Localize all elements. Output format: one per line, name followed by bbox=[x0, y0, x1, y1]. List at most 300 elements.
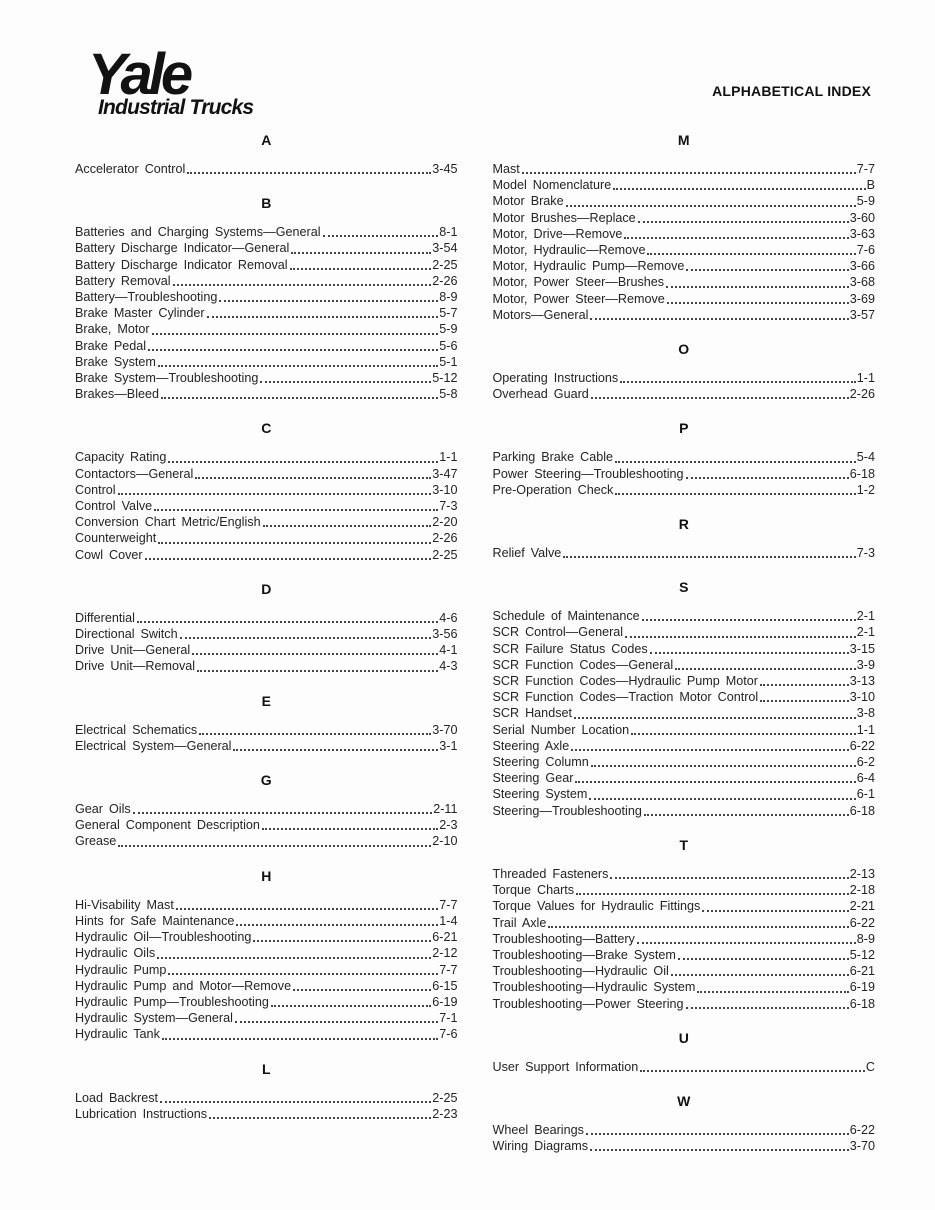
entry-page-number: 4-1 bbox=[439, 643, 458, 658]
section-entries bbox=[75, 1090, 458, 1122]
entry-page-number: 7-3 bbox=[856, 546, 875, 561]
index-entry bbox=[493, 963, 876, 979]
index-entry bbox=[493, 898, 876, 914]
entry-title: Battery Removal bbox=[75, 273, 171, 288]
dot-leader bbox=[760, 700, 849, 702]
section-entries bbox=[75, 897, 458, 1043]
entry-title: Brake System bbox=[75, 354, 156, 369]
entry-page-number: 3-66 bbox=[849, 259, 875, 274]
entry-title: Steering System bbox=[492, 787, 588, 802]
entry-title: Directional Switch bbox=[75, 627, 178, 642]
section-entries bbox=[493, 449, 876, 498]
section-entries bbox=[493, 370, 876, 402]
entry-title: Gear Oils bbox=[75, 802, 131, 817]
entry-page-number: 6-18 bbox=[849, 803, 875, 818]
index-section bbox=[75, 1061, 458, 1122]
index-entry bbox=[75, 466, 458, 482]
dot-leader bbox=[133, 812, 433, 814]
dot-leader bbox=[675, 668, 856, 670]
index-entry bbox=[493, 274, 876, 290]
entry-title: Schedule of Maintenance bbox=[492, 609, 640, 624]
dot-leader bbox=[638, 221, 849, 223]
entry-page-number: 1-4 bbox=[439, 913, 458, 928]
dot-leader bbox=[235, 1021, 438, 1023]
dot-leader bbox=[647, 253, 855, 255]
index-entry bbox=[493, 915, 876, 931]
index-entry bbox=[75, 273, 458, 289]
entry-title: User Support Information bbox=[492, 1059, 639, 1074]
entry-title: Drive Unit—Removal bbox=[75, 659, 196, 674]
section-entries bbox=[75, 801, 458, 850]
entry-title: Troubleshooting—Battery bbox=[492, 931, 635, 946]
entry-title: Batteries and Charging Systems—General bbox=[75, 225, 321, 240]
section-entries bbox=[75, 161, 458, 177]
section-letter: T bbox=[679, 836, 689, 853]
entry-page-number: 5-8 bbox=[439, 387, 458, 402]
entry-title: Lubrication Instructions bbox=[75, 1106, 208, 1121]
entry-page-number: 3-1 bbox=[439, 738, 458, 753]
index-entry bbox=[75, 354, 458, 370]
index-entry bbox=[493, 738, 876, 754]
index-section bbox=[493, 1030, 876, 1075]
dot-leader bbox=[548, 926, 848, 928]
dot-leader bbox=[262, 828, 438, 830]
index-section bbox=[493, 579, 876, 819]
entry-title: Operating Instructions bbox=[492, 371, 619, 386]
section-letter: W bbox=[677, 1092, 691, 1109]
index-entry bbox=[75, 833, 458, 849]
dot-leader bbox=[610, 877, 848, 879]
dot-leader bbox=[157, 957, 431, 959]
entry-title: Electrical Schematics bbox=[75, 722, 198, 737]
dot-leader bbox=[180, 637, 432, 639]
entry-page-number: 1-1 bbox=[439, 450, 458, 465]
dot-leader bbox=[671, 974, 849, 976]
entry-page-number: 5-9 bbox=[439, 322, 458, 337]
index-entry bbox=[75, 449, 458, 465]
dot-leader bbox=[686, 1007, 849, 1009]
entry-page-number: 1-1 bbox=[856, 371, 875, 386]
yale-logo bbox=[88, 42, 254, 120]
index-entry bbox=[75, 1090, 458, 1106]
dot-leader bbox=[590, 1149, 849, 1151]
dot-leader bbox=[574, 717, 856, 719]
index-entry bbox=[493, 882, 876, 898]
dot-leader bbox=[522, 172, 856, 174]
dot-leader bbox=[571, 749, 849, 751]
index-entry bbox=[493, 689, 876, 705]
dot-leader bbox=[233, 749, 438, 751]
dot-leader bbox=[291, 252, 431, 254]
dot-leader bbox=[589, 798, 855, 800]
entry-title: Power Steering—Troubleshooting bbox=[492, 466, 684, 481]
entry-title: Electrical System—General bbox=[75, 738, 232, 753]
entry-page-number: 3-8 bbox=[856, 706, 875, 721]
entry-title: Troubleshooting—Hydraulic Oil bbox=[492, 964, 669, 979]
entry-title: Counterweight bbox=[75, 531, 157, 546]
entry-page-number: 2-23 bbox=[432, 1106, 458, 1121]
dot-leader bbox=[293, 989, 431, 991]
index-entry bbox=[75, 994, 458, 1010]
entry-title: Grease bbox=[75, 834, 117, 849]
dot-leader bbox=[591, 765, 856, 767]
entry-page-number: 3-10 bbox=[849, 690, 875, 705]
entry-title: Motor Brushes—Replace bbox=[492, 210, 636, 225]
entry-page-number: 3-69 bbox=[849, 291, 875, 306]
entry-title: Capacity Rating bbox=[75, 450, 167, 465]
entry-title: Steering Gear bbox=[492, 771, 574, 786]
entry-page-number: 3-70 bbox=[849, 1139, 875, 1154]
dot-leader bbox=[219, 300, 438, 302]
dot-leader bbox=[154, 509, 438, 511]
section-entries bbox=[75, 449, 458, 562]
section-letter: R bbox=[678, 516, 689, 533]
index-entry bbox=[75, 738, 458, 754]
entry-page-number: 3-57 bbox=[849, 307, 875, 322]
section-entries bbox=[493, 608, 876, 819]
dot-leader bbox=[586, 1133, 849, 1135]
entry-page-number: 2-21 bbox=[849, 899, 875, 914]
dot-leader bbox=[686, 269, 848, 271]
dot-leader bbox=[209, 1117, 431, 1119]
index-entry bbox=[493, 258, 876, 274]
section-entries bbox=[493, 161, 876, 323]
entry-title: Brake Pedal bbox=[75, 338, 147, 353]
index-entry bbox=[75, 945, 458, 961]
entry-page-number: 6-4 bbox=[856, 771, 875, 786]
entry-title: Differential bbox=[75, 610, 135, 625]
dot-leader bbox=[152, 333, 439, 335]
entry-title: Brake Master Cylinder bbox=[75, 306, 205, 321]
entry-page-number: 3-68 bbox=[849, 275, 875, 290]
entry-page-number: 1-1 bbox=[856, 722, 875, 737]
dot-leader bbox=[591, 397, 849, 399]
entry-title: Wheel Bearings bbox=[492, 1122, 584, 1137]
entry-page-number: 7-6 bbox=[439, 1027, 458, 1042]
index-entry bbox=[75, 1106, 458, 1122]
entry-page-number: 2-12 bbox=[432, 946, 458, 961]
entry-title: Steering Column bbox=[492, 755, 589, 770]
index-columns bbox=[75, 132, 875, 1154]
dot-leader bbox=[197, 670, 438, 672]
entry-page-number: 5-7 bbox=[439, 306, 458, 321]
dot-leader bbox=[290, 268, 432, 270]
entry-page-number: 6-18 bbox=[849, 996, 875, 1011]
dot-leader bbox=[566, 205, 856, 207]
entry-page-number: 6-22 bbox=[849, 1122, 875, 1137]
dot-leader bbox=[145, 558, 432, 560]
entry-title: Battery—Troubleshooting bbox=[75, 290, 218, 305]
entry-title: Load Backrest bbox=[75, 1090, 159, 1105]
dot-leader bbox=[199, 733, 431, 735]
dot-leader bbox=[161, 397, 438, 399]
entry-page-number: 5-4 bbox=[856, 450, 875, 465]
index-entry bbox=[75, 240, 458, 256]
dot-leader bbox=[162, 1038, 438, 1040]
index-section bbox=[75, 868, 458, 1043]
dot-leader bbox=[620, 381, 856, 383]
index-entry bbox=[493, 177, 876, 193]
index-entry bbox=[75, 722, 458, 738]
entry-title: Motor, Power Steer—Remove bbox=[492, 291, 665, 306]
index-entry bbox=[493, 210, 876, 226]
index-section bbox=[75, 195, 458, 402]
yale-subtitle: Industrial Trucks bbox=[98, 96, 254, 120]
dot-leader bbox=[576, 893, 849, 895]
index-entry bbox=[493, 786, 876, 802]
index-section bbox=[493, 420, 876, 498]
dot-leader bbox=[168, 461, 438, 463]
section-entries bbox=[493, 1059, 876, 1075]
entry-title: Serial Number Location bbox=[492, 722, 630, 737]
entry-title: Hydraulic Oils bbox=[75, 946, 156, 961]
dot-leader bbox=[666, 286, 849, 288]
entry-title: SCR Control—General bbox=[492, 625, 624, 640]
dot-leader bbox=[625, 636, 856, 638]
entry-page-number: 3-60 bbox=[849, 210, 875, 225]
entry-title: Conversion Chart Metric/English bbox=[75, 515, 261, 530]
index-entry bbox=[493, 307, 876, 323]
index-entry bbox=[493, 866, 876, 882]
entry-page-number: 7-3 bbox=[439, 499, 458, 514]
entry-page-number: 7-7 bbox=[856, 162, 875, 176]
dot-leader bbox=[260, 381, 431, 383]
index-section bbox=[493, 1093, 876, 1154]
section-letter: G bbox=[260, 772, 272, 789]
dot-leader bbox=[271, 1005, 431, 1007]
dot-leader bbox=[176, 908, 438, 910]
entry-page-number: B bbox=[866, 178, 875, 193]
dot-leader bbox=[624, 237, 848, 239]
entry-page-number: 2-20 bbox=[432, 515, 458, 530]
index-entry bbox=[493, 996, 876, 1012]
index-entry bbox=[75, 642, 458, 658]
dot-leader bbox=[613, 188, 865, 190]
entry-title: Hydraulic Oil—Troubleshooting bbox=[75, 930, 252, 945]
entry-title: Motor Brake bbox=[492, 194, 564, 209]
entry-title: Pre-Operation Check bbox=[492, 482, 614, 497]
index-entry bbox=[75, 224, 458, 240]
entry-title: Brakes—Bleed bbox=[75, 387, 159, 402]
entry-page-number: 2-26 bbox=[432, 273, 458, 288]
entry-page-number: 7-7 bbox=[439, 897, 458, 912]
dot-leader bbox=[207, 316, 439, 318]
entry-title: Hydraulic Tank bbox=[75, 1027, 160, 1042]
dot-leader bbox=[148, 349, 438, 351]
entry-title: Wiring Diagrams bbox=[492, 1139, 589, 1154]
dot-leader bbox=[563, 556, 856, 558]
dot-leader bbox=[263, 525, 432, 527]
entry-page-number: 4-6 bbox=[439, 610, 458, 625]
dot-leader bbox=[158, 542, 431, 544]
index-entry bbox=[493, 673, 876, 689]
index-entry bbox=[75, 897, 458, 913]
entry-page-number: 2-25 bbox=[432, 1090, 458, 1105]
entry-page-number: C bbox=[865, 1059, 875, 1074]
entry-title: Control bbox=[75, 482, 116, 497]
index-section bbox=[493, 516, 876, 561]
section-letter: B bbox=[261, 195, 272, 212]
section-entries bbox=[75, 224, 458, 402]
section-letter: D bbox=[261, 580, 272, 597]
index-entry bbox=[493, 449, 876, 465]
index-section bbox=[493, 341, 876, 402]
entry-page-number: 8-1 bbox=[439, 225, 458, 240]
entry-page-number: 2-26 bbox=[849, 387, 875, 402]
entry-page-number: 6-19 bbox=[432, 994, 458, 1009]
entry-title: Relief Valve bbox=[492, 546, 562, 561]
entry-title: Control Valve bbox=[75, 499, 153, 514]
entry-page-number: 3-10 bbox=[432, 482, 458, 497]
index-entry bbox=[75, 929, 458, 945]
entry-title: Troubleshooting—Power Steering bbox=[492, 996, 684, 1011]
entry-title: Motor, Hydraulic Pump—Remove bbox=[492, 259, 685, 274]
entry-title: Drive Unit—General bbox=[75, 643, 191, 658]
entry-page-number: 2-3 bbox=[439, 818, 458, 833]
entry-page-number: 3-45 bbox=[432, 162, 458, 176]
entry-page-number: 6-19 bbox=[849, 980, 875, 995]
entry-title: Contactors—General bbox=[75, 466, 194, 481]
index-entry bbox=[493, 545, 876, 561]
entry-title: Threaded Fasteners bbox=[492, 866, 609, 881]
entry-page-number: 7-6 bbox=[856, 243, 875, 258]
dot-leader bbox=[575, 781, 855, 783]
entry-title: Brake System—Troubleshooting bbox=[75, 371, 259, 386]
entry-page-number: 5-12 bbox=[849, 947, 875, 962]
index-entry bbox=[493, 193, 876, 209]
dot-leader bbox=[637, 942, 856, 944]
index-entry bbox=[493, 754, 876, 770]
index-entry bbox=[493, 931, 876, 947]
entry-page-number: 8-9 bbox=[856, 931, 875, 946]
section-entries bbox=[75, 722, 458, 754]
entry-page-number: 6-21 bbox=[432, 930, 458, 945]
index-entry bbox=[493, 466, 876, 482]
index-entry bbox=[75, 1010, 458, 1026]
entry-title: SCR Function Codes—General bbox=[492, 657, 674, 672]
section-letter: A bbox=[261, 132, 272, 148]
entry-page-number: 3-15 bbox=[849, 641, 875, 656]
section-letter: M bbox=[677, 132, 690, 148]
entry-page-number: 2-1 bbox=[856, 625, 875, 640]
dot-leader bbox=[615, 461, 856, 463]
entry-title: Hints for Safe Maintenance bbox=[75, 913, 235, 928]
section-entries bbox=[493, 1122, 876, 1154]
index-entry bbox=[493, 608, 876, 624]
dot-leader bbox=[642, 619, 856, 621]
index-entry bbox=[493, 624, 876, 640]
entry-title: Model Nomenclature bbox=[492, 178, 612, 193]
index-section bbox=[75, 693, 458, 754]
index-entry bbox=[493, 1138, 876, 1154]
index-entry bbox=[493, 1122, 876, 1138]
section-letter: S bbox=[679, 579, 689, 596]
dot-leader bbox=[667, 302, 849, 304]
entry-page-number: 4-3 bbox=[439, 659, 458, 674]
index-entry bbox=[75, 386, 458, 402]
entry-title: Parking Brake Cable bbox=[492, 450, 614, 465]
entry-title: Troubleshooting—Hydraulic System bbox=[492, 980, 696, 995]
index-column-right bbox=[493, 132, 876, 1154]
entry-page-number: 7-1 bbox=[439, 1011, 458, 1026]
section-entries bbox=[493, 866, 876, 1012]
dot-leader bbox=[236, 924, 438, 926]
index-entry bbox=[75, 321, 458, 337]
index-entry bbox=[75, 610, 458, 626]
index-entry bbox=[75, 498, 458, 514]
index-entry bbox=[75, 817, 458, 833]
entry-title: Hydraulic Pump and Motor—Remove bbox=[75, 978, 292, 993]
index-entry bbox=[493, 161, 876, 177]
entry-page-number: 5-1 bbox=[439, 354, 458, 369]
entry-page-number: 2-25 bbox=[432, 547, 458, 562]
entry-page-number: 2-25 bbox=[432, 257, 458, 272]
dot-leader bbox=[173, 284, 432, 286]
index-entry bbox=[75, 801, 458, 817]
entry-page-number: 2-11 bbox=[433, 802, 458, 817]
section-letter: O bbox=[678, 341, 690, 358]
entry-page-number: 3-54 bbox=[432, 241, 458, 256]
entry-page-number: 2-26 bbox=[432, 531, 458, 546]
index-section bbox=[493, 837, 876, 1012]
entry-page-number: 5-6 bbox=[439, 338, 458, 353]
section-letter: U bbox=[678, 1029, 689, 1046]
index-entry bbox=[493, 226, 876, 242]
index-entry bbox=[75, 658, 458, 674]
index-entry bbox=[75, 257, 458, 273]
entry-page-number: 8-9 bbox=[439, 290, 458, 305]
entry-title: Motor, Drive—Remove bbox=[492, 226, 623, 241]
entry-title: Troubleshooting—Brake System bbox=[492, 947, 676, 962]
dot-leader bbox=[631, 733, 856, 735]
entry-title: Overhead Guard bbox=[492, 387, 589, 402]
section-entries bbox=[493, 545, 876, 561]
entry-page-number: 3-9 bbox=[856, 657, 875, 672]
index-entry bbox=[493, 1059, 876, 1075]
dot-leader bbox=[590, 318, 848, 320]
entry-title: Mast bbox=[492, 162, 520, 176]
dot-leader bbox=[702, 910, 848, 912]
entry-title: Brake, Motor bbox=[75, 322, 150, 337]
index-column-left bbox=[75, 132, 458, 1154]
entry-title: Accelerator Control bbox=[75, 162, 186, 176]
section-letter: C bbox=[261, 420, 272, 437]
entry-title: Trail Axle bbox=[492, 915, 547, 930]
index-section bbox=[75, 132, 458, 177]
entry-page-number: 7-7 bbox=[439, 962, 458, 977]
entry-title: Battery Discharge Indicator Removal bbox=[75, 257, 288, 272]
dot-leader bbox=[192, 653, 438, 655]
entry-page-number: 1-2 bbox=[856, 482, 875, 497]
dot-leader bbox=[323, 235, 439, 237]
dot-leader bbox=[615, 493, 856, 495]
entry-page-number: 6-1 bbox=[856, 787, 875, 802]
entry-title: Motor, Power Steer—Brushes bbox=[492, 275, 665, 290]
index-entry bbox=[493, 722, 876, 738]
entry-title: Motors—General bbox=[492, 307, 589, 322]
index-entry bbox=[75, 913, 458, 929]
dot-leader bbox=[158, 365, 438, 367]
entry-page-number: 2-1 bbox=[856, 609, 875, 624]
entry-title: SCR Handset bbox=[492, 706, 572, 721]
entry-page-number: 2-13 bbox=[849, 866, 875, 881]
entry-title: Steering Axle bbox=[492, 738, 570, 753]
index-entry bbox=[493, 386, 876, 402]
index-section bbox=[75, 772, 458, 850]
section-letter: P bbox=[679, 420, 689, 437]
entry-page-number: 6-2 bbox=[856, 755, 875, 770]
index-entry bbox=[493, 705, 876, 721]
